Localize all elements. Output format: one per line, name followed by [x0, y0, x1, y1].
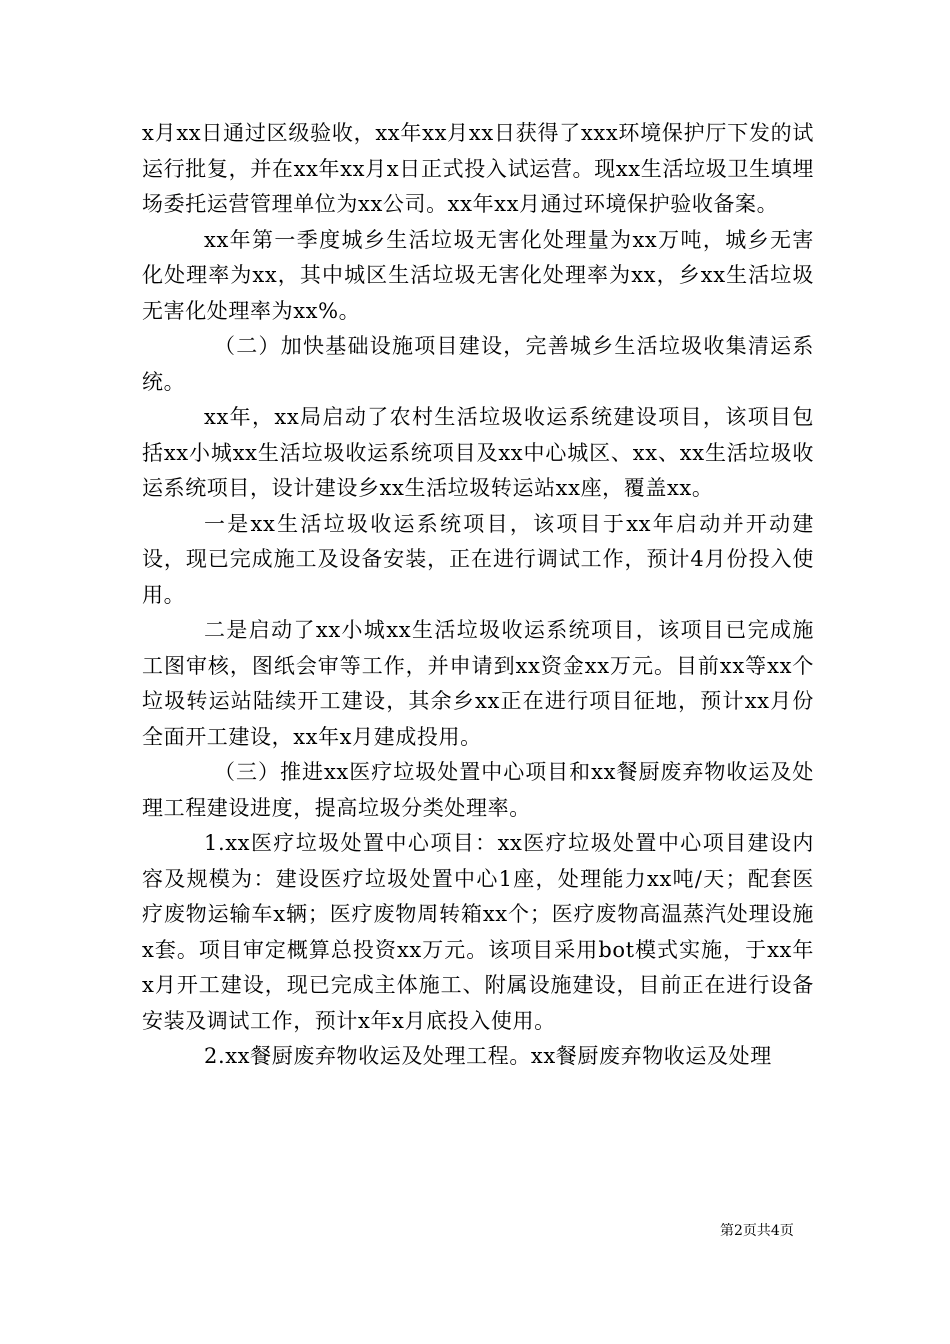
paragraph-first-quarter: xx年第一季度城乡生活垃圾无害化处理量为xx万吨，城乡无害化处理率为xx，其中城区生活垃圾无害化处理率为xx，乡xx生活垃圾无害化处理率为xx%。 [142, 227, 814, 323]
paragraph-collection-system: xx年，xx局启动了农村生活垃圾收运系统建设项目，该项目包括xx小城xx生活垃圾收运系统项目及xx中心城区、xx、xx生活垃圾收运系统项目，设计建设乡xx生活垃圾转运站xx座，覆盖xx。 [142, 405, 814, 500]
section-heading-2: （二）加快基础设施项目建设，完善城乡生活垃圾收集清运系统。 [142, 334, 814, 394]
paragraph-kitchen-waste: 2.xx餐厨废弃物收运及处理工程。xx餐厨废弃物收运及处理 [204, 1044, 772, 1068]
section-heading-3: （三）推进xx医疗垃圾处置中心项目和xx餐厨废弃物收运及处理工程建设进度，提高垃圾分类处理率。 [142, 760, 814, 820]
paragraph-medical-waste: 1.xx医疗垃圾处置中心项目：xx医疗垃圾处置中心项目建设内容及规模为：建设医疗垃圾处置中心1座，处理能力xx吨/天；配套医疗废物运输车x辆；医疗废物周转箱xx个；医疗废物高温蒸汽处理设施x套。项目审定概算总投资xx万元。该项目采用bot模式实施，于xx年x月开工建设，现已完成主体施工、附属设施建设，目前正在进行设备安装及调试工作，预计x年x月底投入使用。 [142, 831, 814, 1033]
paragraph-item-two: 二是启动了xx小城xx生活垃圾收运系统项目，该项目已完成施工图审核，图纸会审等工作，并申请到xx资金xx万元。目前xx等xx个垃圾转运站陆续开工建设，其余乡xx正在进行项目征地，预计xx月份全面开工建设，xx年x月建成投用。 [142, 618, 814, 749]
document-body [142, 116, 814, 1075]
paragraph-acceptance: x月xx日通过区级验收，xx年xx月xx日获得了xxx环境保护厅下发的试运行批复，并在xx年xx月x日正式投入试运营。现xx生活垃圾卫生填埋场委托运营管理单位为xx公司。xx年xx月通过环境保护验收备案。 [142, 121, 814, 216]
paragraph-item-one: 一是xx生活垃圾收运系统项目，该项目于xx年启动并开动建设，现已完成施工及设备安装，正在进行调试工作，预计4月份投入使用。 [142, 511, 814, 607]
page-number: 第2页共4页 [720, 1223, 794, 1239]
